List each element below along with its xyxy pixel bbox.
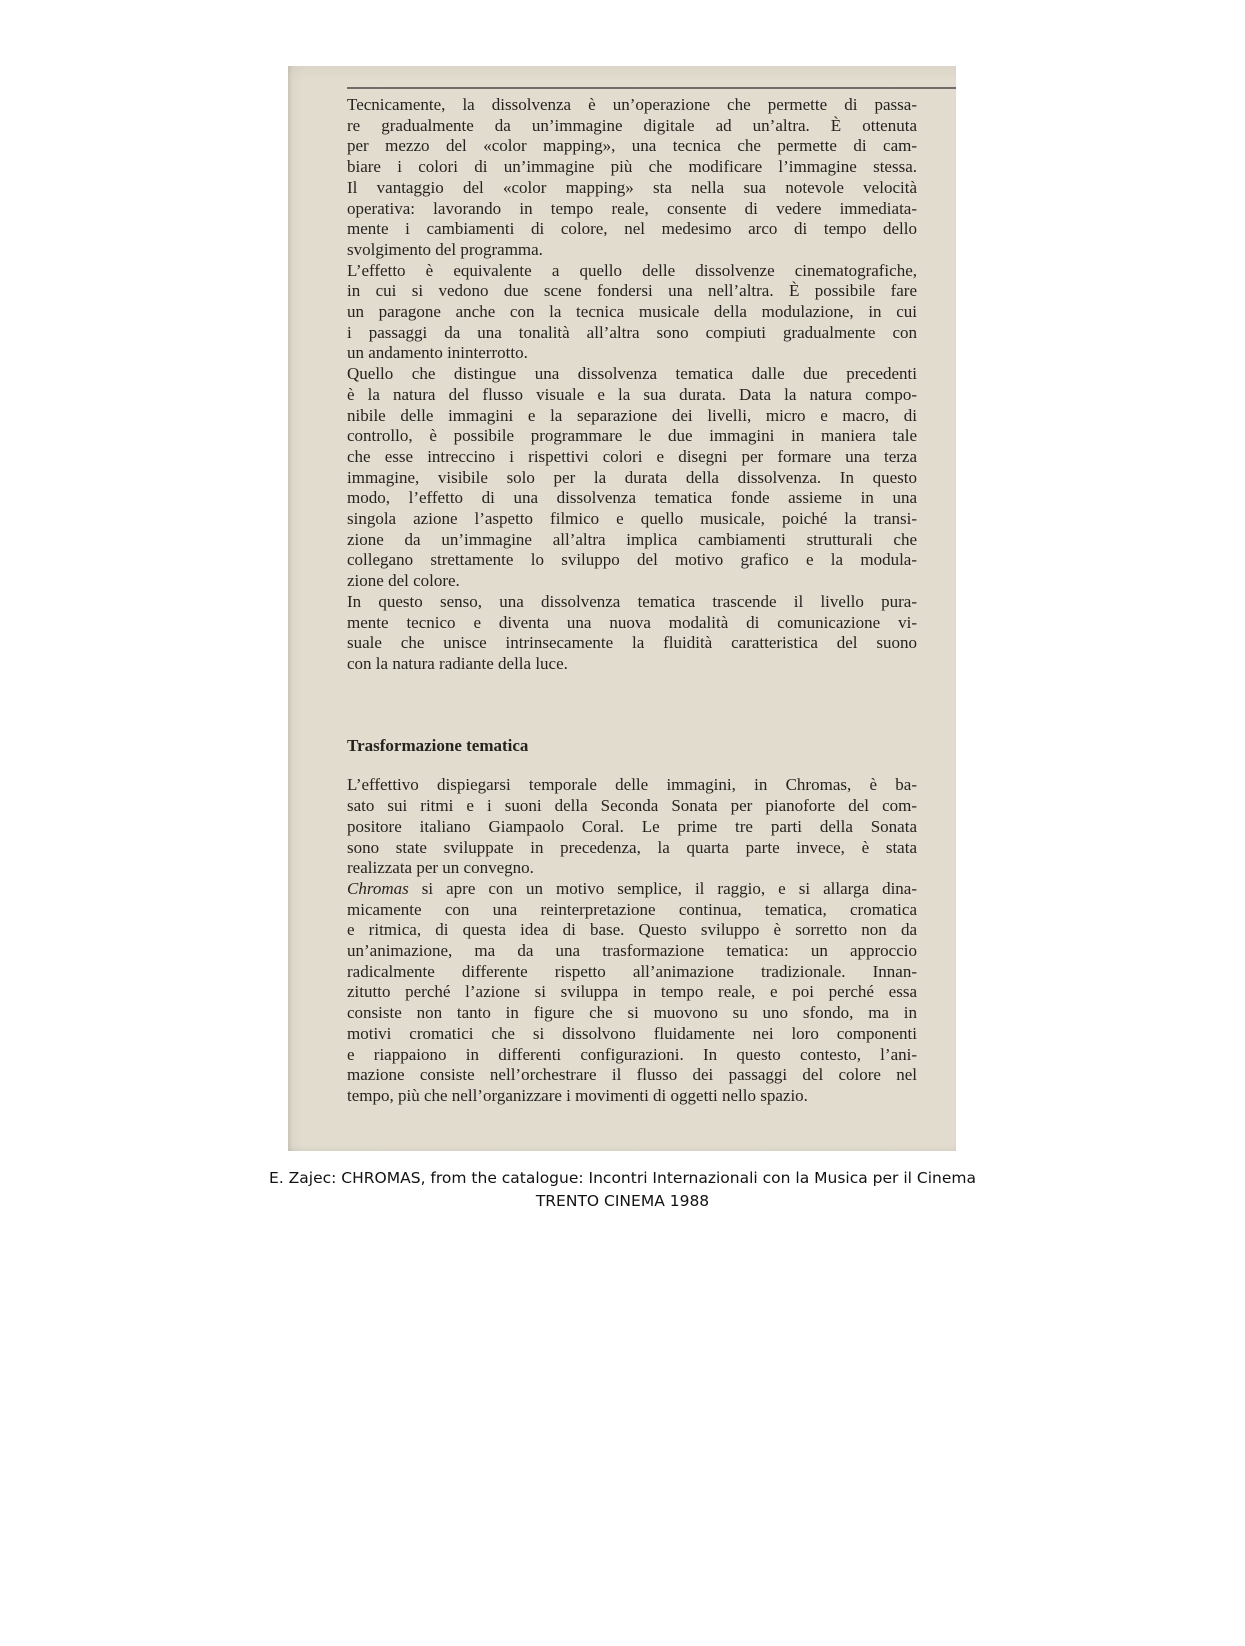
text-line: sono state sviluppate in precedenza, la quarta parte invece, è stata bbox=[347, 837, 917, 857]
text-line: zitutto perché l’azione si sviluppa in tempo reale, e poi perché essa bbox=[347, 982, 917, 1002]
text-line: suale che unisce intrinsecamente la fluidità caratteristica del suono bbox=[347, 633, 917, 653]
text-line: nibile delle immagini e la separazione dei livelli, micro e macro, di bbox=[347, 405, 917, 425]
caption-line-1: E. Zajec: CHROMAS, from the catalogue: Incontri Internazionali con la Musica per il Cinema bbox=[269, 1169, 976, 1187]
text-line: consiste non tanto in figure che si muovono su uno sfondo, ma in bbox=[347, 1003, 917, 1023]
text-line: L’effetto è equivalente a quello delle dissolvenze cinematografiche, bbox=[347, 260, 917, 280]
paragraphs-after-heading bbox=[347, 775, 917, 1106]
text-line: un paragone anche con la tecnica musicale della modulazione, in cui bbox=[347, 302, 917, 322]
caption bbox=[0, 1167, 1245, 1212]
text-line: Quello che distingue una dissolvenza tematica dalle due precedenti bbox=[347, 364, 917, 384]
paragraph bbox=[347, 879, 917, 1107]
text-line: modo, l’effetto di una dissolvenza tematica fonde assieme in una bbox=[347, 488, 917, 508]
text-line: Il vantaggio del «color mapping» sta nella sua notevole velocità bbox=[347, 177, 917, 197]
text-line: che esse intreccino i rispettivi colori e disegni per formare una terza bbox=[347, 446, 917, 466]
text-line: Tecnicamente, la dissolvenza è un’operazione che permette di passa- bbox=[347, 95, 917, 114]
text-line: svolgimento del programma. bbox=[347, 239, 543, 259]
paragraph bbox=[347, 592, 917, 675]
paragraph bbox=[347, 775, 917, 879]
text-line: per mezzo del «color mapping», una tecnica che permette di cam- bbox=[347, 136, 917, 156]
text-line: sato sui ritmi e i suoni della Seconda Sonata per pianoforte del com- bbox=[347, 796, 917, 816]
caption-line-2: TRENTO CINEMA 1988 bbox=[535, 1191, 710, 1210]
text-line: un’animazione, ma da una trasformazione tematica: un approccio bbox=[347, 941, 917, 961]
text-line: biare i colori di un’immagine più che modificare l’immagine stessa. bbox=[347, 157, 917, 177]
text-line: singola azione l’aspetto filmico e quello musicale, poiché la transi- bbox=[347, 509, 917, 529]
text-line: motivi cromatici che si dissolvono fluidamente nei loro componenti bbox=[347, 1023, 917, 1043]
text-line: operativa: lavorando in tempo reale, consente di vedere immediata- bbox=[347, 198, 917, 218]
text-line: è la natura del flusso visuale e la sua durata. Data la natura compo- bbox=[347, 384, 917, 404]
text-line: L’effettivo dispiegarsi temporale delle immagini, in Chromas, è ba- bbox=[347, 775, 917, 795]
text-line: mazione consiste nell’orchestrare il flusso dei passaggi del colore nel bbox=[347, 1065, 917, 1085]
paragraph bbox=[347, 261, 917, 365]
text-line: tempo, più che nell’organizzare i movimenti di oggetti nello spazio. bbox=[347, 1085, 808, 1105]
text-line: e riappaiono in differenti configurazioni. In questo contesto, l’ani- bbox=[347, 1044, 917, 1064]
text-line: zione da un’immagine all’altra implica cambiamenti strutturali che bbox=[347, 529, 917, 549]
text-line: realizzata per un convegno. bbox=[347, 858, 534, 878]
text-line: re gradualmente da un’immagine digitale ad un’altra. È ottenuta bbox=[347, 115, 917, 135]
text-line: micamente con una reinterpretazione continua, tematica, cromatica bbox=[347, 899, 917, 919]
paragraph bbox=[347, 95, 917, 261]
paragraphs-before-heading bbox=[347, 95, 917, 675]
text-line: controllo, è possibile programmare le due immagini in maniera tale bbox=[347, 426, 917, 446]
scanned-page bbox=[288, 66, 956, 1151]
text-line: mente tecnico e diventa una nuova modalità di comunicazione vi- bbox=[347, 612, 917, 632]
text-line: In questo senso, una dissolvenza tematica trascende il livello pura- bbox=[347, 591, 917, 611]
text-line: radicalmente differente rispetto all’animazione tradizionale. Innan- bbox=[347, 961, 917, 981]
text-line: mente i cambiamenti di colore, nel medesimo arco di tempo dello bbox=[347, 219, 917, 239]
text-line: positore italiano Giampaolo Coral. Le prime tre parti della Sonata bbox=[347, 816, 917, 836]
text-line: collegano strettamente lo sviluppo del motivo grafico e la modula- bbox=[347, 550, 917, 570]
text-line: i passaggi da una tonalità all’altra sono compiuti gradualmente con bbox=[347, 322, 917, 342]
text-line: zione del colore. bbox=[347, 571, 460, 591]
text-line: con la natura radiante della luce. bbox=[347, 653, 568, 673]
text-line: e ritmica, di questa idea di base. Questo sviluppo è sorretto non da bbox=[347, 920, 917, 940]
paragraph bbox=[347, 364, 917, 592]
text-line: Chromas si apre con un motivo semplice, il raggio, e si allarga dina- bbox=[347, 878, 917, 898]
section-heading: Trasformazione tematica bbox=[347, 735, 529, 755]
article-text bbox=[347, 95, 917, 1107]
text-line: in cui si vedono due scene fondersi una nell’altra. È possibile fare bbox=[347, 281, 917, 301]
text-line: un andamento ininterrotto. bbox=[347, 343, 528, 363]
text-line: immagine, visibile solo per la durata della dissolvenza. In questo bbox=[347, 467, 917, 487]
top-rule bbox=[347, 87, 956, 89]
